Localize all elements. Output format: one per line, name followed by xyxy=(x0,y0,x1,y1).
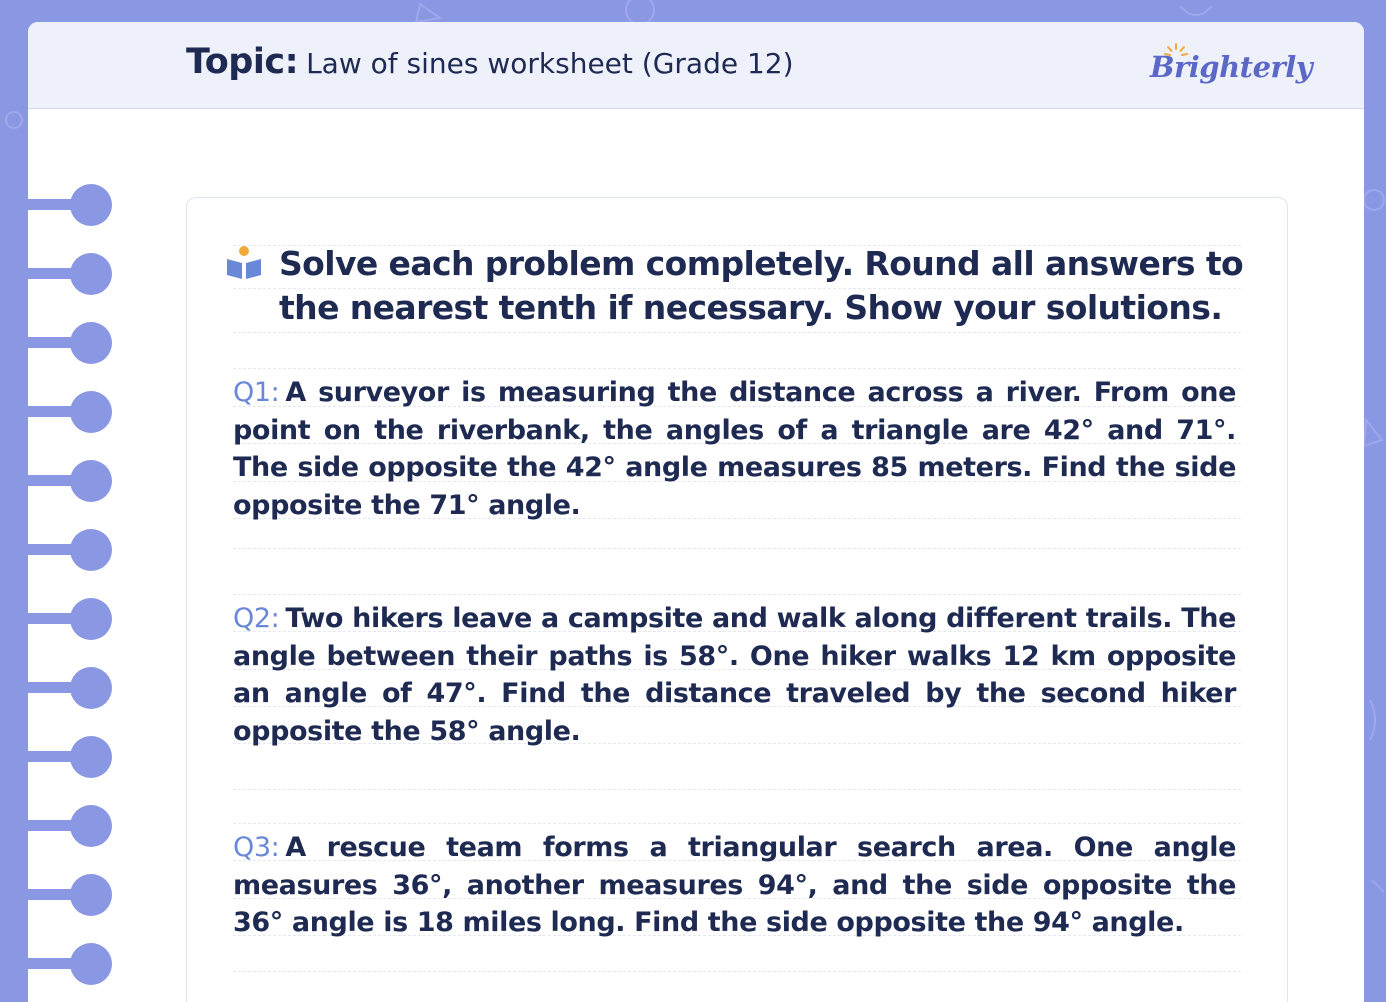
binding-ring xyxy=(28,872,148,918)
topic-text: Law of sines worksheet (Grade 12) xyxy=(306,47,794,80)
binding-ring xyxy=(28,389,148,435)
question-text: A surveyor is measuring the distance across a river. From one point on the riverbank, the angles of a triangle are 42° and 71°. The side opposite the 42° angle measures 85 meters. Find the side opposite the 71° angle. xyxy=(233,377,1236,521)
guide-line xyxy=(233,368,1241,369)
guide-line xyxy=(233,594,1241,595)
question-text: A rescue team forms a triangular search area. One angle measures 36°, another measures 94°, and the side opposite the 36° angle is 18 miles long. Find the side opposite the 94° angle. xyxy=(233,832,1236,938)
question-label: Q2: xyxy=(233,603,280,634)
open-book-icon xyxy=(225,245,263,281)
question-q2 xyxy=(233,600,1236,750)
guide-line xyxy=(233,789,1241,790)
question-q3 xyxy=(233,829,1236,942)
binding-ring xyxy=(28,458,148,504)
binding-ring xyxy=(28,251,148,297)
instructions-text: Solve each problem completely. Round all answers to the nearest tenth if necessary. Show your solutions. xyxy=(279,244,1244,327)
brighterly-logo xyxy=(1148,44,1313,100)
binding-ring xyxy=(28,320,148,366)
guide-line xyxy=(233,971,1241,972)
logo-text: Brighterly xyxy=(1150,50,1313,84)
binding-ring xyxy=(28,803,148,849)
topic-label: Topic: xyxy=(186,42,299,82)
worksheet-card xyxy=(186,197,1288,1002)
question-label: Q1: xyxy=(233,377,280,408)
binding-ring xyxy=(28,665,148,711)
worksheet-page xyxy=(28,22,1364,1002)
question-text: Two hikers leave a campsite and walk along different trails. The angle between their paths is 58°. One hiker walks 12 km opposite an angle of 47°. Find the distance traveled by the second hiker opposite the 58° angle. xyxy=(233,603,1236,747)
binding-ring xyxy=(28,734,148,780)
spiral-binding xyxy=(28,182,148,1002)
guide-line xyxy=(233,332,1241,333)
binding-ring xyxy=(28,182,148,228)
binding-ring xyxy=(28,941,148,987)
binding-ring xyxy=(28,596,148,642)
worksheet-header xyxy=(28,22,1364,109)
guide-line xyxy=(233,823,1241,824)
page-title xyxy=(186,42,794,82)
guide-line xyxy=(233,548,1241,549)
question-q1 xyxy=(233,374,1236,524)
question-label: Q3: xyxy=(233,832,280,863)
binding-ring xyxy=(28,527,148,573)
